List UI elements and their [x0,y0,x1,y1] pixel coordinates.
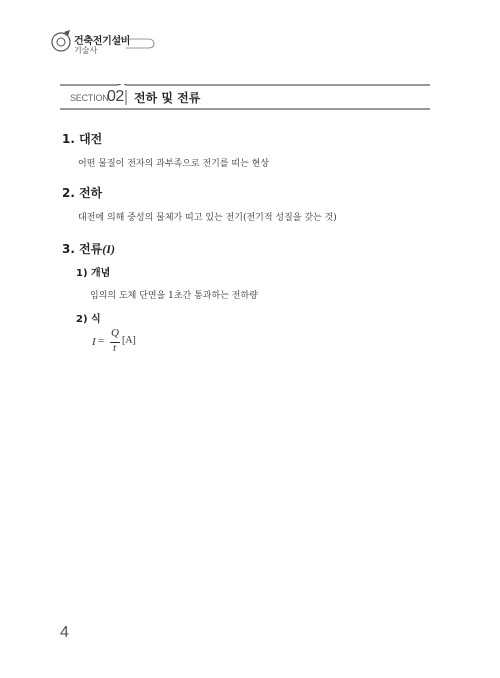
book-title: 건축전기설비 [74,36,131,47]
formula-numerator: Q [111,327,119,339]
heading-charge: 2. 전하 [62,186,103,200]
heading-charging: 1. 대전 [62,132,103,146]
section-number: 02 [107,88,124,105]
formula-denominator: t [113,342,117,354]
formula-equals: = [98,335,105,347]
header-decoration [118,36,156,50]
subheading-concept: 1) 개념 [76,268,111,279]
section-label: SECTION [70,93,109,103]
text-charge: 대전에 의해 중성의 물체가 띠고 있는 전기(전기적 성질을 갖는 것) [78,213,337,223]
current-formula [92,327,152,356]
page-number: 4 [60,624,69,641]
section-title: 전하 및 전류 [134,91,201,105]
formula-lhs: I [92,336,96,348]
book-subtitle: 기술사 [74,46,98,55]
heading-current [62,240,115,257]
heading-current-label: 3. 전류 [62,242,103,256]
heading-current-symbol: (I) [102,242,115,256]
formula-unit: [A] [122,335,136,346]
book-logo-icon [50,28,76,54]
text-concept: 임의의 도체 단면을 1초간 통과하는 전하량 [90,291,258,301]
subheading-formula: 2) 식 [76,314,101,325]
text-charging: 어떤 물질이 전자의 과부족으로 전기를 띠는 현상 [78,159,270,169]
